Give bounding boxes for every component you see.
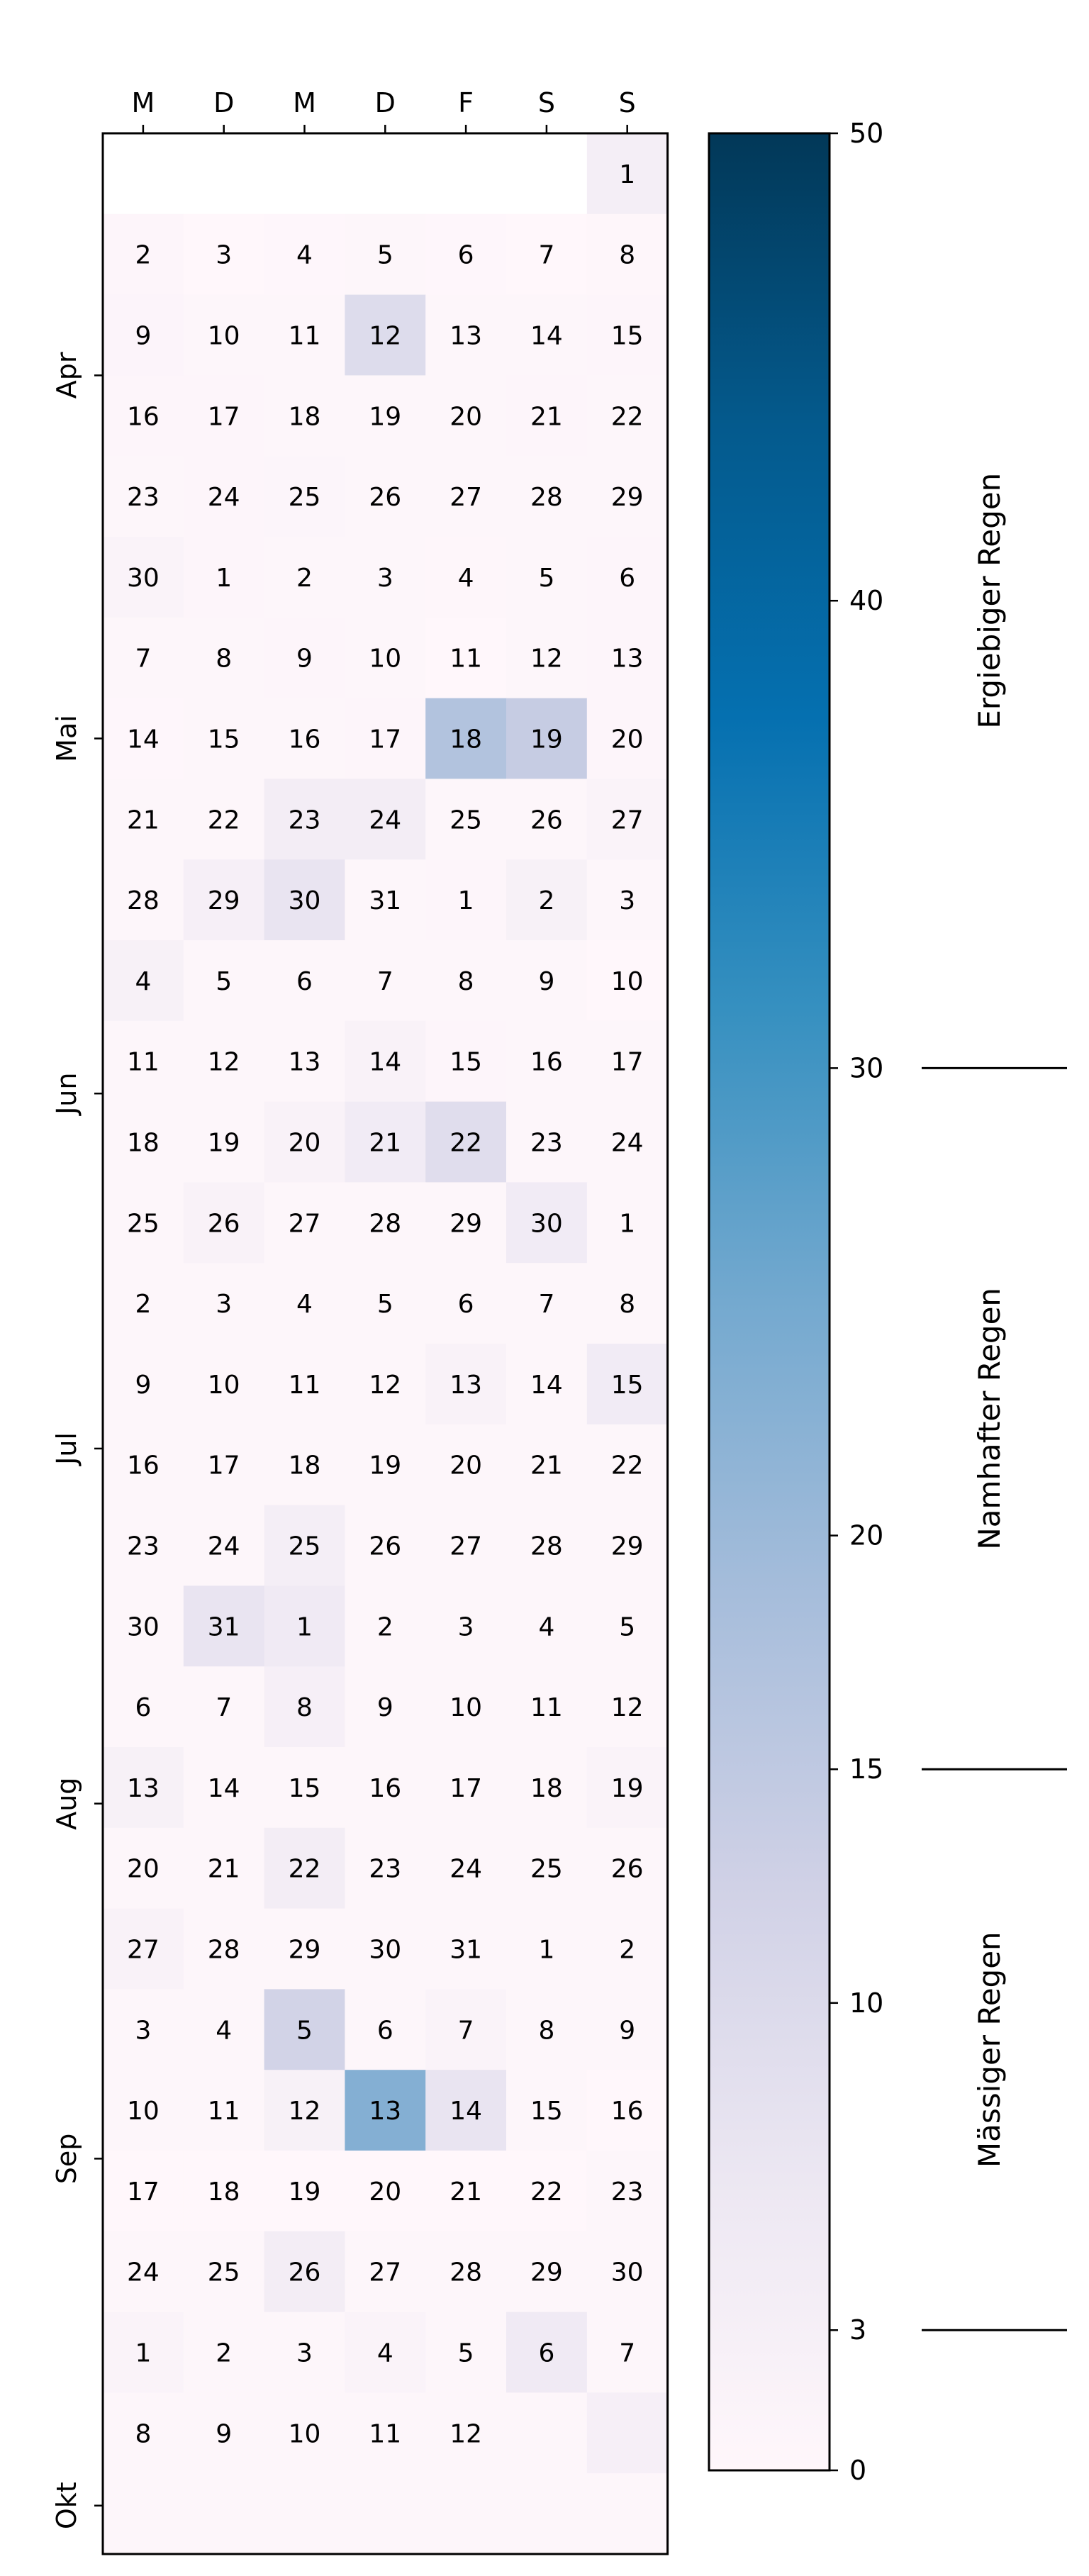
day-label: 5 [376, 240, 393, 270]
day-label: 28 [530, 483, 563, 513]
day-label: 27 [449, 483, 483, 513]
day-label: 7 [457, 2016, 474, 2046]
day-label: 3 [216, 1290, 233, 1320]
day-label: 12 [449, 2419, 483, 2449]
day-label: 19 [288, 2177, 321, 2207]
day-label: 24 [207, 1532, 240, 1561]
day-label: 19 [610, 1773, 644, 1803]
day-label: 12 [369, 321, 402, 351]
day-label: 2 [216, 2338, 233, 2368]
day-label: 4 [135, 966, 152, 996]
day-label: 30 [610, 2258, 644, 2287]
day-label: 1 [457, 886, 474, 916]
day-label: 3 [296, 2338, 313, 2368]
day-label: 21 [369, 1128, 402, 1158]
day-label: 23 [126, 1532, 160, 1561]
day-label: 3 [216, 240, 233, 270]
day-label: 15 [449, 1047, 483, 1077]
day-label: 8 [216, 644, 233, 674]
day-cell [184, 2473, 264, 2554]
day-label: 6 [457, 1290, 474, 1320]
day-label: 29 [449, 1209, 483, 1239]
day-label: 9 [376, 1693, 393, 1723]
day-label: 29 [207, 886, 240, 916]
day-label: 10 [288, 2419, 321, 2449]
colorbar-tick-label: 0 [849, 2455, 867, 2486]
day-label: 11 [449, 644, 483, 674]
day-label: 22 [530, 2177, 563, 2207]
day-label: 18 [207, 2177, 240, 2207]
day-cell [345, 2473, 425, 2554]
day-label: 17 [207, 1451, 240, 1481]
day-label: 3 [376, 563, 393, 593]
day-label: 28 [369, 1209, 402, 1239]
day-label: 29 [288, 1935, 321, 1965]
day-label: 10 [126, 2097, 160, 2126]
day-label: 20 [288, 1128, 321, 1158]
month-label: Jun [51, 1072, 82, 1115]
day-label: 22 [207, 805, 240, 835]
day-label: 23 [610, 2177, 644, 2207]
day-label: 17 [369, 725, 402, 754]
day-label: 26 [610, 1854, 644, 1884]
day-label: 9 [538, 966, 555, 996]
day-label: 3 [135, 2016, 152, 2046]
day-cell [264, 2473, 345, 2554]
colorbar-tick-label: 50 [849, 118, 884, 149]
day-label: 21 [207, 1854, 240, 1884]
day-label: 13 [126, 1773, 160, 1803]
day-cell [587, 2473, 668, 2554]
day-label: 10 [207, 321, 240, 351]
day-label: 17 [207, 402, 240, 432]
day-label: 26 [369, 1532, 402, 1561]
day-label: 8 [619, 240, 636, 270]
day-label: 7 [135, 644, 152, 674]
day-label: 4 [216, 2016, 233, 2046]
day-label: 21 [530, 1451, 563, 1481]
day-label: 9 [296, 644, 313, 674]
day-label: 30 [126, 563, 160, 593]
day-label: 13 [369, 2097, 402, 2126]
day-label: 29 [610, 1532, 644, 1561]
day-label: 30 [288, 886, 321, 916]
day-label: 28 [530, 1532, 563, 1561]
day-label: 30 [126, 1612, 160, 1642]
day-label: 9 [216, 2419, 233, 2449]
day-label: 10 [207, 1370, 240, 1400]
colorbar-tick-label: 30 [849, 1052, 884, 1084]
day-label: 23 [530, 1128, 563, 1158]
day-label: 4 [457, 563, 474, 593]
month-label: Okt [51, 2482, 82, 2530]
month-label: Apr [51, 352, 82, 399]
day-label: 18 [126, 1128, 160, 1158]
day-label: 14 [207, 1773, 240, 1803]
day-label: 11 [369, 2419, 402, 2449]
colorbar-tick-label: 10 [849, 1987, 884, 2019]
band-label: Namhafter Regen [972, 1287, 1007, 1550]
day-label: 11 [288, 1370, 321, 1400]
day-label: 20 [126, 1854, 160, 1884]
weekday-axis [132, 87, 636, 133]
day-label: 5 [376, 1290, 393, 1320]
day-label: 5 [538, 563, 555, 593]
day-label: 23 [126, 483, 160, 513]
month-axis [51, 352, 103, 2529]
day-label: 16 [126, 1451, 160, 1481]
day-label: 28 [207, 1935, 240, 1965]
day-label: 1 [216, 563, 233, 593]
day-label: 7 [538, 1290, 555, 1320]
month-label: Mai [51, 715, 82, 762]
day-label: 17 [449, 1773, 483, 1803]
day-label: 21 [126, 805, 160, 835]
day-label: 9 [135, 1370, 152, 1400]
day-label: 6 [135, 1693, 152, 1723]
day-label: 10 [610, 966, 644, 996]
day-label: 26 [207, 1209, 240, 1239]
day-label: 8 [457, 966, 474, 996]
day-label: 21 [530, 402, 563, 432]
day-label: 9 [135, 321, 152, 351]
day-label: 16 [530, 1047, 563, 1077]
month-label: Jul [51, 1432, 82, 1465]
weekday-label: S [618, 87, 636, 118]
day-label: 25 [288, 1532, 321, 1561]
day-label: 2 [296, 563, 313, 593]
day-label: 2 [538, 886, 555, 916]
day-label: 31 [369, 886, 402, 916]
day-label: 19 [207, 1128, 240, 1158]
day-label: 8 [135, 2419, 152, 2449]
day-label: 15 [207, 725, 240, 754]
day-label: 20 [610, 725, 644, 754]
day-label: 14 [449, 2097, 483, 2126]
day-label: 25 [449, 805, 483, 835]
day-label: 27 [449, 1532, 483, 1561]
day-label: 11 [530, 1693, 563, 1723]
day-label: 11 [207, 2097, 240, 2126]
colorbar-tick-label: 40 [849, 585, 884, 617]
day-label: 11 [126, 1047, 160, 1077]
day-label: 1 [135, 2338, 152, 2368]
day-label: 28 [126, 886, 160, 916]
day-label: 13 [449, 1370, 483, 1400]
colorbar-bands [922, 473, 1067, 2331]
day-label: 30 [369, 1935, 402, 1965]
day-label: 14 [126, 725, 160, 754]
day-label: 7 [216, 1693, 233, 1723]
day-label: 10 [369, 644, 402, 674]
day-label: 2 [376, 1612, 393, 1642]
day-label: 7 [538, 240, 555, 270]
day-label: 12 [610, 1693, 644, 1723]
day-label: 2 [135, 240, 152, 270]
day-label: 22 [610, 1451, 644, 1481]
day-label: 25 [530, 1854, 563, 1884]
day-label: 1 [619, 1209, 636, 1239]
day-label: 26 [530, 805, 563, 835]
day-label: 12 [530, 644, 563, 674]
day-label: 8 [296, 1693, 313, 1723]
day-label: 17 [126, 2177, 160, 2207]
day-label: 20 [449, 402, 483, 432]
day-label: 25 [207, 2258, 240, 2287]
weekday-label: S [537, 87, 555, 118]
day-label: 3 [457, 1612, 474, 1642]
day-label: 8 [538, 2016, 555, 2046]
day-label: 12 [207, 1047, 240, 1077]
weekday-label: M [131, 87, 155, 118]
day-label: 13 [449, 321, 483, 351]
day-label: 6 [619, 563, 636, 593]
day-label: 10 [449, 1693, 483, 1723]
day-cell [425, 2473, 506, 2554]
day-label: 24 [449, 1854, 483, 1884]
day-label: 2 [135, 1290, 152, 1320]
colorbar [709, 133, 830, 2470]
day-label: 31 [207, 1612, 240, 1642]
day-label: 24 [207, 483, 240, 513]
day-label: 4 [538, 1612, 555, 1642]
weekday-label: M [293, 87, 316, 118]
day-label: 18 [530, 1773, 563, 1803]
day-label: 3 [619, 886, 636, 916]
day-label: 6 [376, 2016, 393, 2046]
day-label: 5 [216, 966, 233, 996]
day-label: 13 [288, 1047, 321, 1077]
colorbar-tick-label: 15 [849, 1753, 884, 1785]
day-label: 27 [610, 805, 644, 835]
day-label: 12 [369, 1370, 402, 1400]
day-label: 11 [288, 321, 321, 351]
day-label: 31 [449, 1935, 483, 1965]
day-label: 27 [288, 1209, 321, 1239]
colorbar-tick-label: 20 [849, 1520, 884, 1551]
day-label: 27 [369, 2258, 402, 2287]
day-label: 18 [449, 725, 483, 754]
day-label: 23 [288, 805, 321, 835]
day-label: 29 [610, 483, 644, 513]
day-label: 15 [610, 321, 644, 351]
day-label: 5 [457, 2338, 474, 2368]
month-label: Sep [51, 2133, 82, 2185]
day-label: 8 [619, 1290, 636, 1320]
day-cell [506, 2473, 587, 2554]
day-label: 22 [449, 1128, 483, 1158]
day-label: 14 [530, 321, 563, 351]
day-label: 6 [457, 240, 474, 270]
colorbar-tick-label: 3 [849, 2314, 867, 2346]
day-label: 25 [288, 483, 321, 513]
day-label: 19 [369, 1451, 402, 1481]
day-cell [587, 2392, 668, 2473]
band-label: Mässiger Regen [972, 1931, 1007, 2168]
day-label: 24 [126, 2258, 160, 2287]
day-label: 27 [126, 1935, 160, 1965]
day-label: 5 [296, 2016, 313, 2046]
day-label: 6 [538, 2338, 555, 2368]
day-label: 4 [296, 1290, 313, 1320]
weekday-label: D [213, 87, 235, 118]
day-label: 23 [369, 1854, 402, 1884]
day-label: 16 [126, 402, 160, 432]
day-label: 24 [369, 805, 402, 835]
colorbar-ticks [830, 118, 883, 2486]
day-label: 20 [449, 1451, 483, 1481]
day-label: 1 [619, 160, 636, 189]
day-label: 24 [610, 1128, 644, 1158]
weekday-label: D [374, 87, 396, 118]
day-label: 20 [369, 2177, 402, 2207]
day-label: 12 [288, 2097, 321, 2126]
day-label: 4 [376, 2338, 393, 2368]
day-label: 26 [369, 483, 402, 513]
day-label: 4 [296, 240, 313, 270]
day-label: 26 [288, 2258, 321, 2287]
day-label: 14 [369, 1047, 402, 1077]
day-label: 6 [296, 966, 313, 996]
day-label: 30 [530, 1209, 563, 1239]
band-label: Ergiebiger Regen [972, 472, 1007, 729]
day-label: 13 [610, 644, 644, 674]
day-label: 15 [530, 2097, 563, 2126]
day-label: 1 [296, 1612, 313, 1642]
day-label: 7 [376, 966, 393, 996]
weekday-label: F [458, 87, 474, 118]
day-label: 21 [449, 2177, 483, 2207]
day-label: 15 [288, 1773, 321, 1803]
day-label: 18 [288, 1451, 321, 1481]
day-cell [506, 2392, 587, 2473]
day-label: 22 [610, 402, 644, 432]
day-label: 14 [530, 1370, 563, 1400]
day-label: 17 [610, 1047, 644, 1077]
day-label: 16 [369, 1773, 402, 1803]
day-label: 19 [369, 402, 402, 432]
day-label: 16 [610, 2097, 644, 2126]
day-label: 1 [538, 1935, 555, 1965]
day-label: 9 [619, 2016, 636, 2046]
day-label: 7 [619, 2338, 636, 2368]
day-label: 5 [619, 1612, 636, 1642]
day-label: 18 [288, 402, 321, 432]
day-label: 22 [288, 1854, 321, 1884]
day-label: 2 [619, 1935, 636, 1965]
month-label: Aug [51, 1777, 82, 1830]
day-cell [103, 2473, 184, 2554]
day-label: 28 [449, 2258, 483, 2287]
day-label: 19 [530, 725, 563, 754]
day-label: 16 [288, 725, 321, 754]
day-label: 25 [126, 1209, 160, 1239]
day-label: 29 [530, 2258, 563, 2287]
day-label: 15 [610, 1370, 644, 1400]
